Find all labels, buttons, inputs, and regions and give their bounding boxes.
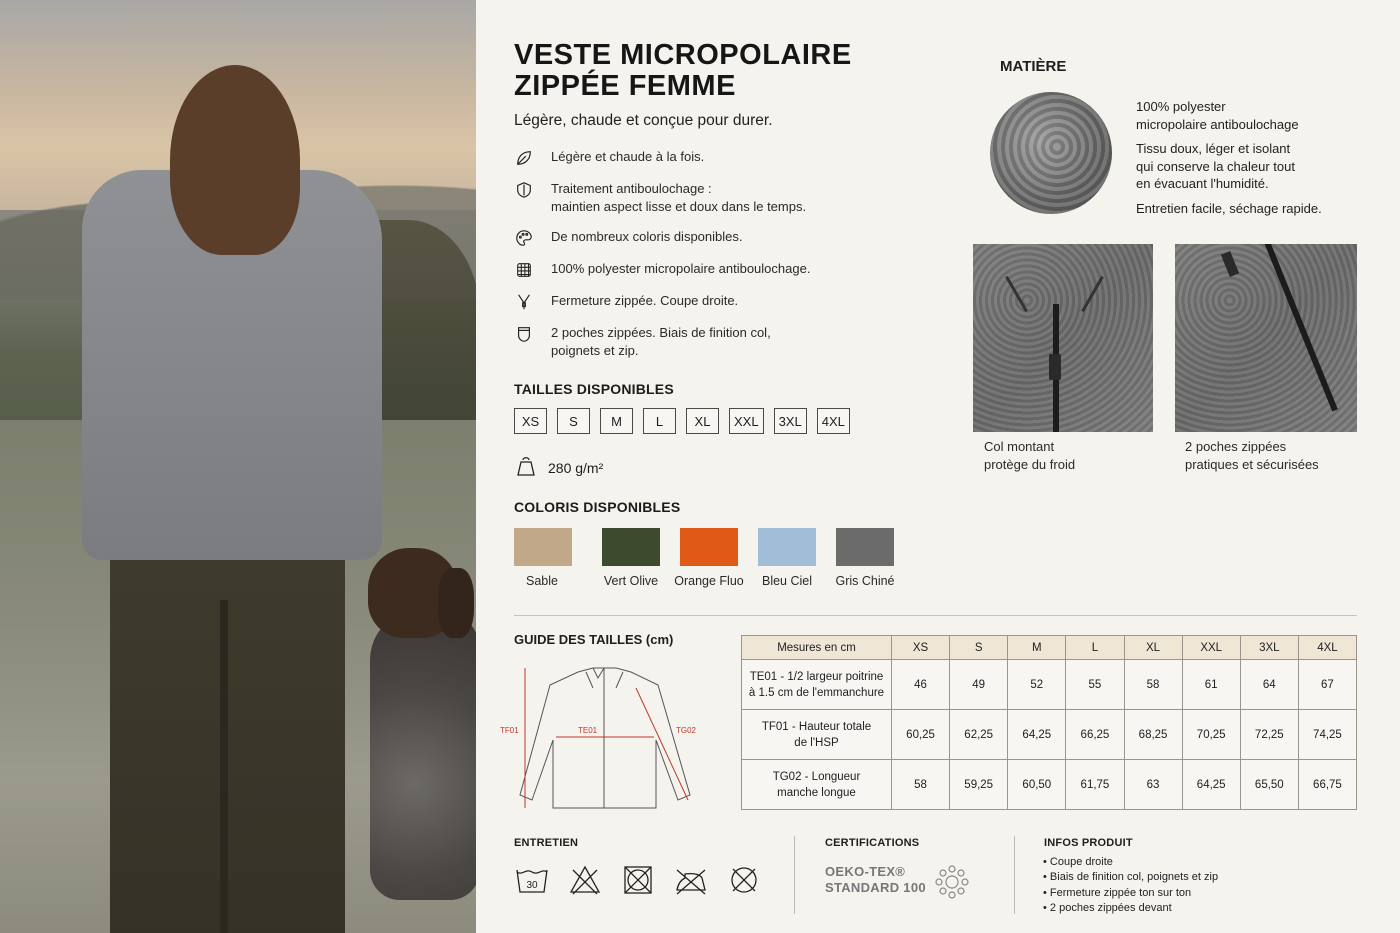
oeko-tex-logo-icon <box>932 862 972 902</box>
feature-item: 100% polyester micropolaire antiboulochage. <box>514 260 874 280</box>
infos-title: INFOS PRODUIT <box>1044 837 1133 849</box>
pocket-caption: 2 poches zippées pratiques et sécurisées <box>1185 439 1319 472</box>
list-item: • 2 poches zippées devant <box>1043 901 1218 916</box>
table-header: 4XL <box>1298 636 1356 660</box>
size-guide-table <box>741 635 1357 810</box>
table-cell: 64,25 <box>1182 760 1240 810</box>
table-cell: 46 <box>892 660 950 710</box>
size-option[interactable]: XS <box>514 408 547 434</box>
product-subtitle: Légère, chaude et conçue pour durer. <box>514 112 773 129</box>
table-cell: 61 <box>1182 660 1240 710</box>
size-guide-title: GUIDE DES TAILLES (cm) <box>514 632 674 647</box>
table-cell: 63 <box>1124 760 1182 810</box>
table-cell: 72,25 <box>1240 710 1298 760</box>
color-label: Sable <box>526 574 558 588</box>
te01-label: TE01 <box>578 726 598 735</box>
color-swatch[interactable] <box>514 528 572 566</box>
care-icons <box>514 862 762 898</box>
color-option[interactable] <box>592 528 670 588</box>
table-cell: 61,75 <box>1066 760 1124 810</box>
no-iron-icon <box>673 862 709 898</box>
material-description: 100% polyester micropolaire antiboulochage Tissu doux, léger et isolant qui conserve la chaleur tout en évacuant l'humidité. Entretien facile, séchage rapide. <box>1136 99 1322 216</box>
table-cell: 52 <box>1008 660 1066 710</box>
no-bleach-icon <box>567 862 603 898</box>
no-tumble-dry-icon <box>620 862 656 898</box>
shield-icon <box>514 180 534 200</box>
size-option[interactable]: XXL <box>729 408 764 434</box>
zipper-icon <box>514 292 534 312</box>
svg-text:30: 30 <box>526 880 538 891</box>
fabric-weight <box>514 454 603 481</box>
wash-30-icon <box>514 862 550 898</box>
pocket-icon <box>514 324 534 344</box>
jacket-measure-diagram <box>498 660 708 820</box>
product-title: VESTE MICROPOLAIRE ZIPPÉE FEMME <box>514 39 852 102</box>
color-option[interactable] <box>514 528 592 588</box>
product-infos-list <box>1043 855 1218 916</box>
colors-title: COLORIS DISPONIBLES <box>514 499 681 515</box>
leaf-icon <box>514 148 534 168</box>
color-swatch[interactable] <box>836 528 894 566</box>
feature-item: De nombreux coloris disponibles. <box>514 228 874 248</box>
material-title: MATIÈRE <box>1000 58 1067 75</box>
footer-divider <box>1014 836 1015 914</box>
feature-item: Traitement antiboulochage : maintien aspect lisse et doux dans le temps. <box>514 180 874 216</box>
color-option[interactable] <box>670 528 748 588</box>
table-cell: 60,50 <box>1008 760 1066 810</box>
color-swatch[interactable] <box>602 528 660 566</box>
list-item: • Coupe droite <box>1043 855 1218 870</box>
divider <box>514 615 1357 616</box>
tg02-label: TG02 <box>676 726 697 735</box>
feature-item: Légère et chaude à la fois. <box>514 148 874 168</box>
collar-detail-image <box>973 244 1153 432</box>
table-cell: 67 <box>1298 660 1356 710</box>
color-label: Orange Fluo <box>674 574 744 588</box>
table-header: S <box>950 636 1008 660</box>
table-header: 3XL <box>1240 636 1298 660</box>
table-cell: 58 <box>892 760 950 810</box>
tf01-label: TF01 <box>500 726 519 735</box>
row-label: TE01 - 1/2 largeur poitrine à 1.5 cm de l'emmanchure <box>742 660 892 710</box>
table-cell: 74,25 <box>1298 710 1356 760</box>
color-swatch[interactable] <box>680 528 738 566</box>
weight-icon <box>514 454 548 481</box>
table-cell: 66,25 <box>1066 710 1124 760</box>
size-option[interactable]: L <box>643 408 676 434</box>
certifications-title: CERTIFICATIONS <box>825 837 920 849</box>
table-cell: 64,25 <box>1008 710 1066 760</box>
table-cell: 65,50 <box>1240 760 1298 810</box>
fleece-texture-image <box>990 92 1112 214</box>
table-cell: 58 <box>1124 660 1182 710</box>
color-swatch[interactable] <box>758 528 816 566</box>
color-label: Gris Chiné <box>835 574 895 588</box>
table-header: Mesures en cm <box>742 636 892 660</box>
table-cell: 70,25 <box>1182 710 1240 760</box>
table-cell: 62,25 <box>950 710 1008 760</box>
pocket-detail-image <box>1175 244 1357 432</box>
table-header-row <box>742 636 1357 660</box>
product-info-panel <box>476 0 1400 933</box>
table-row <box>742 760 1357 810</box>
feature-item: 2 poches zippées. Biais de finition col, poignets et zip. <box>514 324 874 360</box>
table-header: L <box>1066 636 1124 660</box>
table-header: XS <box>892 636 950 660</box>
list-item: • Fermeture zippée ton sur ton <box>1043 886 1218 901</box>
table-cell: 49 <box>950 660 1008 710</box>
palette-icon <box>514 228 534 248</box>
fabric-icon <box>514 260 534 280</box>
size-option[interactable]: 4XL <box>817 408 850 434</box>
color-label: Vert Olive <box>603 574 659 588</box>
row-label: TG02 - Longueur manche longue <box>742 760 892 810</box>
table-cell: 66,75 <box>1298 760 1356 810</box>
feature-list <box>514 148 874 372</box>
table-cell: 59,25 <box>950 760 1008 810</box>
collar-caption: Col montant protège du froid <box>984 439 1076 472</box>
footer-divider <box>794 836 795 914</box>
no-dry-clean-icon <box>726 862 762 898</box>
table-cell: 64 <box>1240 660 1298 710</box>
table-header: XXL <box>1182 636 1240 660</box>
table-header: M <box>1008 636 1066 660</box>
size-selector <box>514 408 850 434</box>
care-title: ENTRETIEN <box>514 837 579 849</box>
list-item: • Biais de finition col, poignets et zip <box>1043 870 1218 885</box>
table-row <box>742 660 1357 710</box>
size-option[interactable]: M <box>600 408 633 434</box>
size-option[interactable]: 3XL <box>774 408 807 434</box>
size-option[interactable]: S <box>557 408 590 434</box>
table-header: XL <box>1124 636 1182 660</box>
table-cell: 60,25 <box>892 710 950 760</box>
color-option[interactable] <box>748 528 826 588</box>
row-label: TF01 - Hauteur totale de l'HSP <box>742 710 892 760</box>
table-cell: 55 <box>1066 660 1124 710</box>
weight-value: 280 g/m² <box>548 459 604 476</box>
color-option[interactable] <box>826 528 904 588</box>
color-selector <box>514 528 904 588</box>
size-option[interactable]: XL <box>686 408 719 434</box>
sizes-title: TAILLES DISPONIBLES <box>514 381 674 397</box>
color-label: Bleu Ciel <box>761 574 813 588</box>
oeko-tex-label: OEKO-TEX® STANDARD 100 <box>825 864 926 895</box>
table-cell: 68,25 <box>1124 710 1182 760</box>
product-photo <box>0 0 476 933</box>
feature-item: Fermeture zippée. Coupe droite. <box>514 292 874 312</box>
table-row <box>742 710 1357 760</box>
